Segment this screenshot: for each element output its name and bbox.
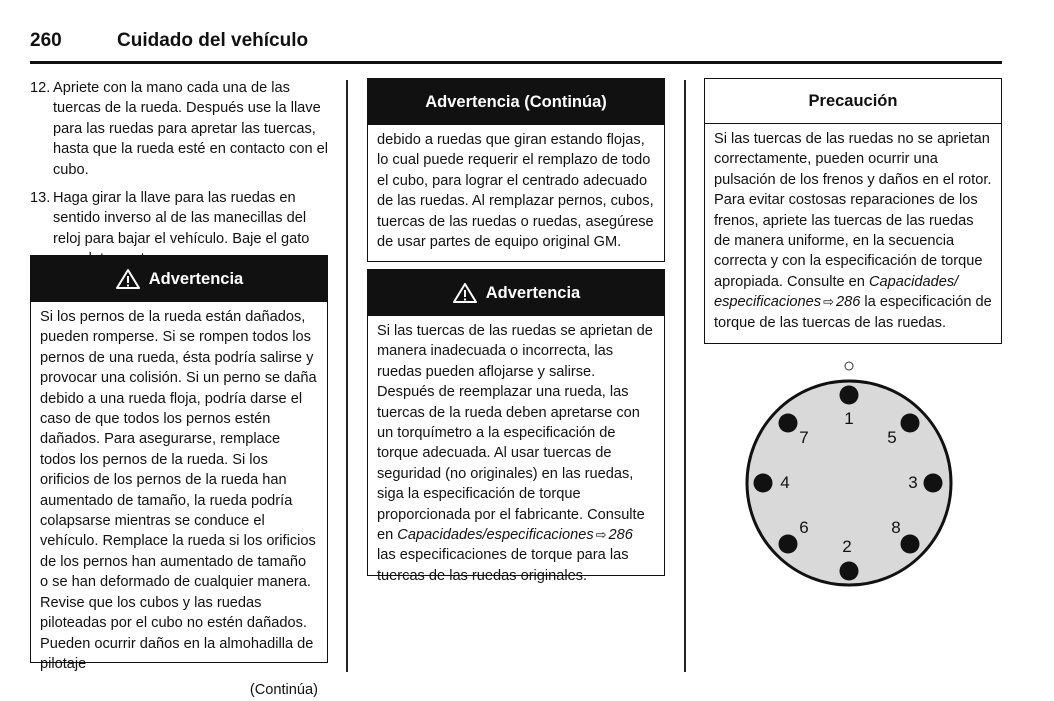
warning-triangle-icon: [452, 282, 478, 304]
warning-continued-title: Advertencia (Continúa): [425, 92, 607, 111]
lug-label-3: 3: [908, 473, 918, 492]
page-number: 260: [30, 30, 62, 51]
warning-2-body: [368, 316, 664, 586]
lug-label-6: 6: [799, 518, 809, 537]
warning-continued-body: [368, 125, 664, 252]
warning-2-header: [368, 270, 664, 316]
reference-page[interactable]: 286: [836, 294, 861, 311]
warning-box: [30, 255, 328, 699]
lug-nut-4: [754, 474, 773, 493]
lug-nut-5: [901, 414, 920, 433]
lug-label-8: 8: [891, 518, 901, 537]
lug-label-5: 5: [887, 428, 897, 447]
wheel-hub-graphic: [744, 355, 954, 590]
step-text: Haga girar la llave para las ruedas en sentido inverso al de las manecillas del reloj para bajar el vehículo. Baje el gato: [53, 190, 310, 247]
step-number: 12.: [30, 80, 51, 96]
warning-text: Si los pernos de la rueda están dañados, pueden romperse. Si se rompen todos los pernos de una rueda, ésta podría salirse y provocar una colisión. Si un perno se daña debido a una rueda floja, podría darse el caso de que todos los pernos estén dañados. Para asegurarse, remplace todos los pernos de la rueda. Si los orificios de los pernos de la rueda han aumentado de tamaño, la rueda podría colapsarse mientras se conduce el vehículo. Remplace la rueda si los orificios de los pernos han aumentado de tamaño o se han deformado de cualquier manera. Revise que los cubos y las ruedas piloteadas por el cubo no estén dañados. Pueden ocurrir daños en la almohadilla de pilotaje: [40, 309, 317, 672]
warning-box-2: [367, 269, 665, 584]
step-12: [30, 78, 330, 180]
reference-page[interactable]: 286: [608, 527, 633, 544]
column-divider-1: [346, 80, 348, 672]
warning-header: [31, 256, 327, 302]
warning-continued-header: [368, 79, 664, 125]
lug-label-7: 7: [799, 428, 809, 447]
warning-title: Advertencia: [148, 269, 244, 288]
lug-nut-1: [840, 386, 859, 405]
continued-label: (Continúa): [249, 682, 318, 699]
reference-link-title[interactable]: Capacidades/ especificaciones: [714, 273, 959, 311]
lug-nut-sequence-diagram: [744, 355, 954, 590]
header-rule: [30, 61, 1002, 64]
lug-nut-6: [779, 535, 798, 554]
step-text: Apriete con la mano cada una de las tuercas de la rueda. Después use la llave para las ruedas para apretar las tuercas, hasta que la rueda esté en contacto con el cubo.: [53, 80, 329, 178]
lug-label-1: 1: [844, 409, 854, 428]
warning-2-text: [377, 321, 655, 586]
caution-text-start: Si las tuercas de las ruedas no se aprietan correctamente, pueden ocurrir una pulsación de los frenos y daños en el rotor. Para evitar costosas reparaciones de los frenos, apriete las tuercas de las ruedas de manera uniforme, en la secuencia correcta y con la especificación de torque apropiada. Consulte en: [714, 131, 992, 290]
warning-2-text-start: Si las tuercas de las ruedas se aprietan de manera inadecuada o incorrecta, las ruedas pueden aflojarse y salirse. Después de reemplazar una rueda, las tuercas de la rueda deben apretarse con un torquímetro a la especificación de torque adecuada. Al usar tuercas de seguridad (no originales) en las ruedas, siga la especificación de torque proporcionada por el fabricante. Consulte en: [377, 323, 653, 544]
page-header: [30, 28, 1002, 62]
lug-nut-8: [901, 535, 920, 554]
lug-label-4: 4: [780, 473, 790, 492]
lug-label-2: 2: [842, 537, 852, 556]
caution-title: Precaución: [808, 91, 898, 110]
valve-marker: [845, 362, 853, 370]
lug-nut-3: [924, 474, 943, 493]
warning-2-title: Advertencia: [485, 283, 581, 302]
caution-header: [705, 79, 1001, 124]
warning-continued-text: debido a ruedas que giran estando flojas, lo cual puede requerir el remplazo de todo el cubo, para lograr el centrado adecuado de las ruedas. Al remplazar pernos, cubos, tuercas de las ruedas o ruedas, asegúrese de usar partes de equipo original GM.: [377, 132, 654, 251]
page-title: Cuidado del vehículo: [117, 30, 309, 51]
reference-arrow-icon: ⇨: [823, 294, 834, 310]
lug-nut-7: [779, 414, 798, 433]
caution-box: [704, 78, 1002, 344]
warning-body: [31, 302, 327, 701]
warning-continued-box: [367, 78, 665, 262]
caution-body: [705, 124, 1001, 333]
caution-text: [714, 129, 992, 333]
steps-list: [30, 78, 330, 278]
warning-triangle-icon: [115, 268, 141, 290]
column-divider-2: [684, 80, 686, 672]
warning-2-text-end: las especificaciones de torque para las tuercas de las ruedas originales.: [377, 547, 629, 584]
lug-nut-2: [840, 562, 859, 581]
step-number: 13.: [30, 190, 51, 207]
caution-text-end: la especificación de torque de las tuercas de las ruedas.: [714, 294, 992, 331]
reference-arrow-icon: ⇨: [595, 527, 607, 543]
reference-link-title[interactable]: Capacidades/especificaciones: [397, 527, 594, 544]
